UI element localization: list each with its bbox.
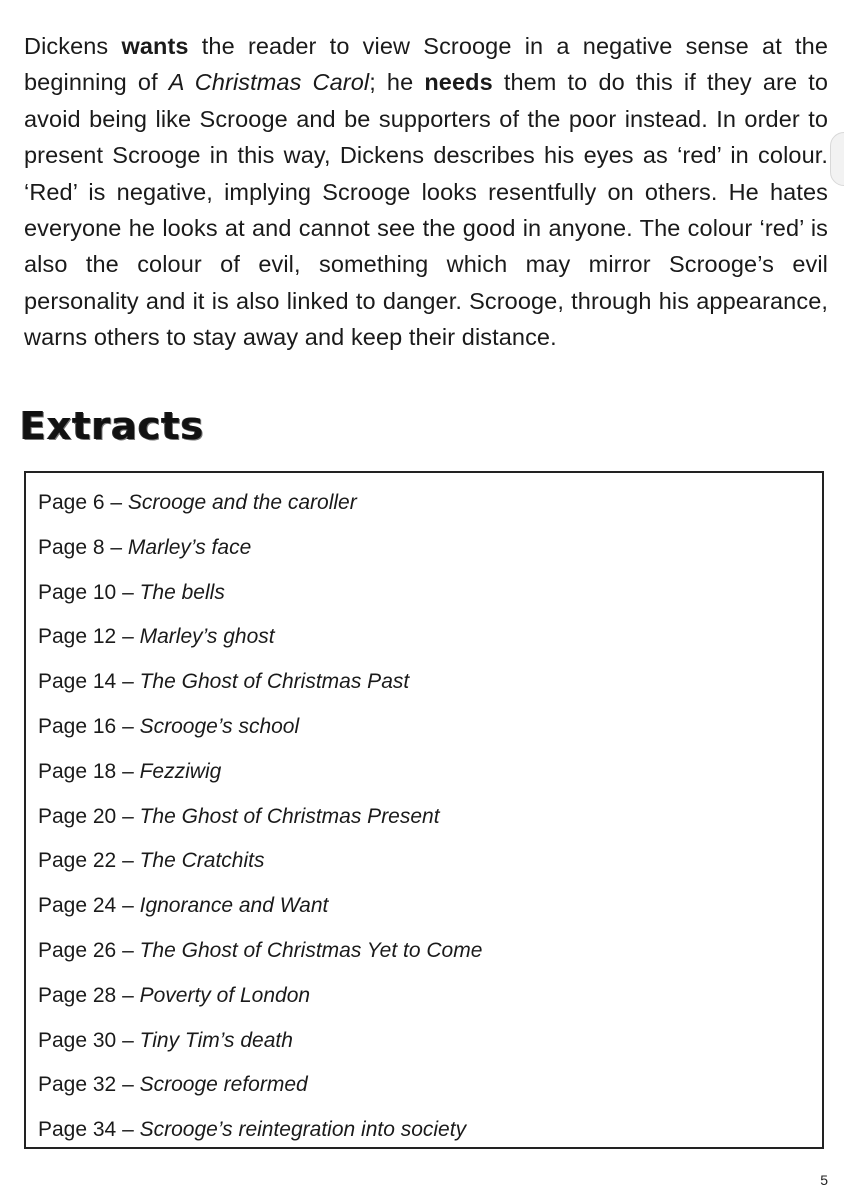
extract-page: Page 28 — [38, 983, 117, 1007]
page-edge-tab — [830, 132, 844, 186]
extract-title: The Cratchits — [139, 849, 265, 873]
extract-page: Page 14 — [38, 670, 117, 694]
list-item: Page 26 – The Ghost of Christmas Yet to Come — [38, 938, 483, 962]
extract-title: Marley’s face — [127, 535, 252, 559]
book-title: A Christmas Carol — [168, 69, 370, 96]
extract-title: Scrooge and the caroller — [127, 491, 357, 514]
extract-page: Page 20 — [38, 804, 117, 828]
page-number: 5 — [820, 1172, 828, 1188]
extract-title: Scrooge’s reintegration into society — [139, 1118, 467, 1142]
list-item: Page 10 – The bells — [38, 580, 225, 604]
extract-title: Poverty of London — [139, 983, 311, 1007]
extract-page: Page 22 — [38, 849, 117, 873]
emphasis-wants: wants — [121, 33, 189, 59]
extract-title: Tiny Tim’s death — [139, 1028, 293, 1052]
extract-page: Page 26 — [38, 938, 117, 962]
extract-page: Page 6 — [38, 491, 105, 514]
emphasis-needs: needs — [424, 69, 493, 96]
list-item: Page 18 – Fezziwig — [38, 759, 222, 783]
list-item: Page 30 – Tiny Tim’s death — [38, 1028, 293, 1052]
extract-page: Page 8 — [38, 535, 105, 559]
extract-title: Fezziwig — [139, 759, 222, 783]
extract-page: Page 24 — [38, 894, 117, 918]
extracts-heading: Extracts — [20, 404, 205, 448]
extract-page: Page 32 — [38, 1073, 117, 1097]
list-item: Page 22 – The Cratchits — [38, 849, 265, 873]
intro-paragraph — [24, 28, 828, 356]
list-item: Page 20 – The Ghost of Christmas Present — [38, 804, 440, 828]
list-item: Page 28 – Poverty of London — [38, 983, 311, 1007]
extract-title: The Ghost of Christmas Yet to Come — [139, 938, 483, 962]
list-item: Page 16 – Scrooge’s school — [38, 714, 300, 738]
list-item: Page 24 – Ignorance and Want — [38, 894, 329, 918]
list-item: Page 8 – Marley’s face — [38, 535, 252, 559]
extract-title: The Ghost of Christmas Present — [139, 804, 440, 828]
intro-text-3: ; he — [369, 69, 425, 96]
intro-text-1: Dickens — [24, 33, 122, 59]
intro-text-4: them to do this if they are to avoid being like Scrooge and be supporters of the poor instead. In order to present Scrooge in this way, Dickens describes his eyes as ‘red’ in colour. ‘Red’ is negative, implying Scrooge looks resentfully on others. He hates everyone he looks at and cannot see the good in anyone. The colour ‘red’ is also the colour of evil, something which may mirror Scrooge’s evil personality and it is also linked to danger. Scrooge, through his appearance, warns others to stay away and keep their distance. — [24, 69, 828, 351]
extract-page: Page 12 — [38, 625, 117, 649]
list-item: Page 34 – Scrooge’s reintegration into society — [38, 1118, 467, 1142]
extract-page: Page 34 — [38, 1118, 117, 1142]
extract-page: Page 16 — [38, 714, 117, 738]
extract-title: The Ghost of Christmas Past — [139, 670, 410, 694]
list-item: Page 32 – Scrooge reformed — [38, 1073, 308, 1097]
intro-text-2: the reader to view Scrooge in a negative sense at the beginning of — [24, 33, 828, 96]
list-item: Page 6 – Scrooge and the caroller — [38, 491, 357, 514]
extract-title: Ignorance and Want — [139, 894, 329, 918]
extract-title: Scrooge reformed — [139, 1073, 308, 1097]
list-item: Page 12 – Marley’s ghost — [38, 625, 275, 649]
extract-page: Page 18 — [38, 759, 117, 783]
extract-page: Page 10 — [38, 580, 117, 604]
extract-title: The bells — [139, 580, 225, 604]
extracts-list — [24, 471, 824, 1149]
extract-page: Page 30 — [38, 1028, 117, 1052]
list-item: Page 14 – The Ghost of Christmas Past — [38, 670, 410, 694]
extract-title: Scrooge’s school — [139, 714, 300, 738]
extract-title: Marley’s ghost — [139, 625, 275, 649]
